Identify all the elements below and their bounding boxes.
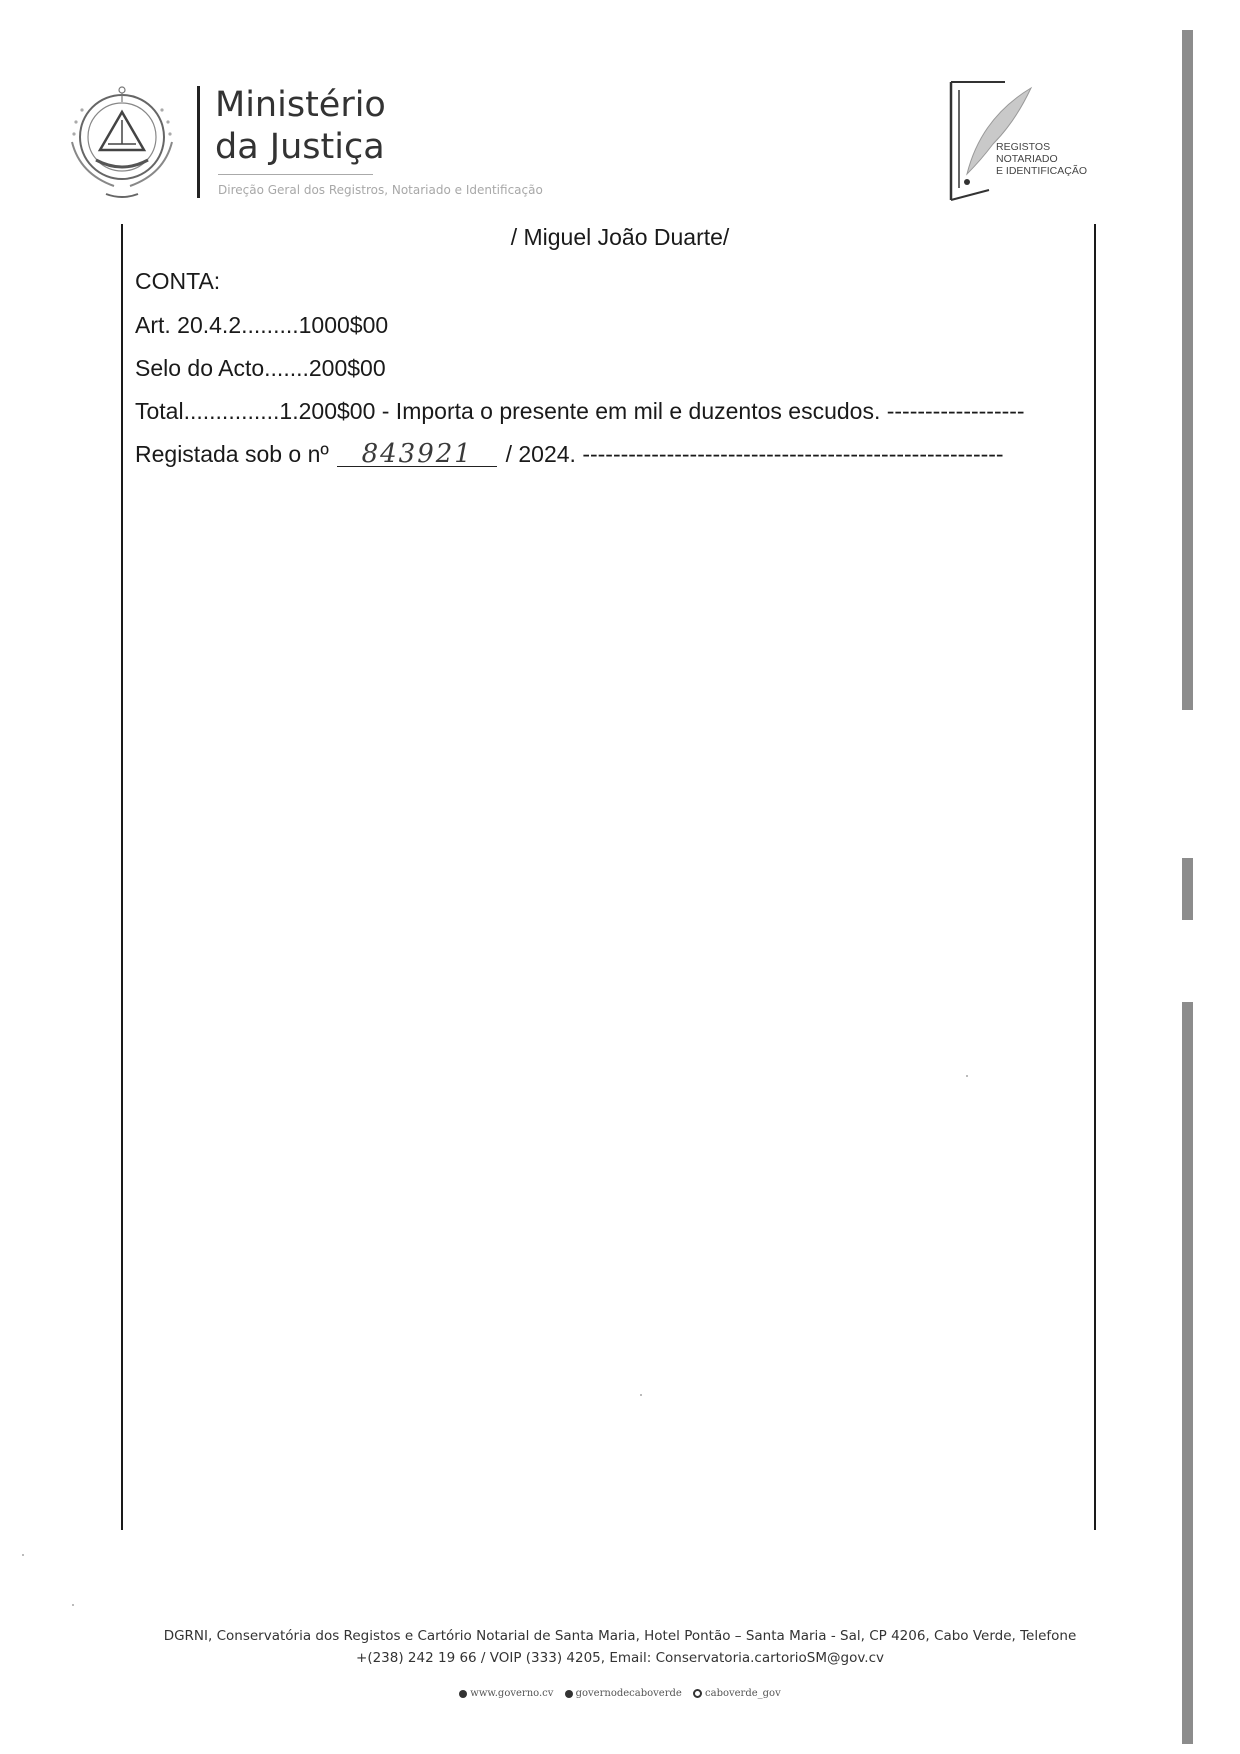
rni-logo-text (996, 141, 1087, 177)
scan-speck (966, 1075, 968, 1077)
scan-speck (72, 1604, 74, 1606)
frame-right-border (1094, 224, 1096, 1530)
registada-line (135, 441, 1004, 468)
rni-text-line2: NOTARIADO (996, 153, 1058, 165)
ministry-underline (218, 174, 373, 175)
facebook-icon (565, 1690, 573, 1698)
conta-label: CONTA: (135, 268, 221, 294)
instagram-icon (693, 1689, 702, 1698)
header-divider (197, 86, 200, 198)
footer-address (0, 1625, 1240, 1669)
total-line: Total...............1.200$00 - Importa o presente em mil e duzentos escudos. ------------------ (135, 398, 1025, 424)
instagram-link[interactable] (693, 1688, 781, 1699)
scan-edge-mark (1182, 1002, 1193, 1744)
scan-speck (22, 1554, 24, 1556)
rni-text-line1: REGISTOS (996, 141, 1051, 153)
globe-icon (459, 1690, 467, 1698)
footer-line2: +(238) 242 19 66 / VOIP (333) 4205, Email: Conservatoria.cartorioSM@gov.cv (356, 1650, 884, 1666)
facebook-link-text: governodecaboverde (575, 1688, 682, 1699)
scan-speck (640, 1394, 642, 1396)
ministry-subtitle: Direção Geral dos Registros, Notariado e Identificação (218, 183, 543, 197)
rni-text-line3: E IDENTIFICAÇÃO (996, 165, 1088, 177)
registada-suffix: / 2024. ------------------------------------------------------- (505, 441, 1004, 467)
selo-line: Selo do Acto.......200$00 (135, 355, 386, 381)
facebook-link[interactable] (565, 1688, 685, 1699)
instagram-link-text: caboverde_gov (705, 1688, 781, 1699)
ministry-title-line2: da Justiça (215, 127, 385, 167)
registada-prefix: Registada sob o nº (135, 441, 329, 467)
handwritten-registration-number: 843921 (337, 442, 497, 467)
cabo-verde-coat-of-arms-icon (62, 82, 182, 202)
website-link-text: www.governo.cv (470, 1688, 554, 1699)
frame-left-border (121, 224, 123, 1530)
signature-line: / Miguel João Duarte/ (510, 224, 730, 250)
scan-edge-mark (1182, 858, 1193, 920)
scan-edge-mark (1182, 30, 1193, 710)
ministry-title-line1: Ministério (215, 85, 386, 125)
website-link[interactable] (459, 1688, 556, 1699)
footer-line1: DGRNI, Conservatória dos Registos e Cartório Notarial de Santa Maria, Hotel Pontão – Santa Maria - Sal, CP 4206, Cabo Verde, Telefone (163, 1628, 1077, 1644)
footer-links (0, 1688, 1240, 1699)
ministry-title (215, 84, 386, 168)
art-line: Art. 20.4.2.........1000$00 (135, 312, 389, 338)
